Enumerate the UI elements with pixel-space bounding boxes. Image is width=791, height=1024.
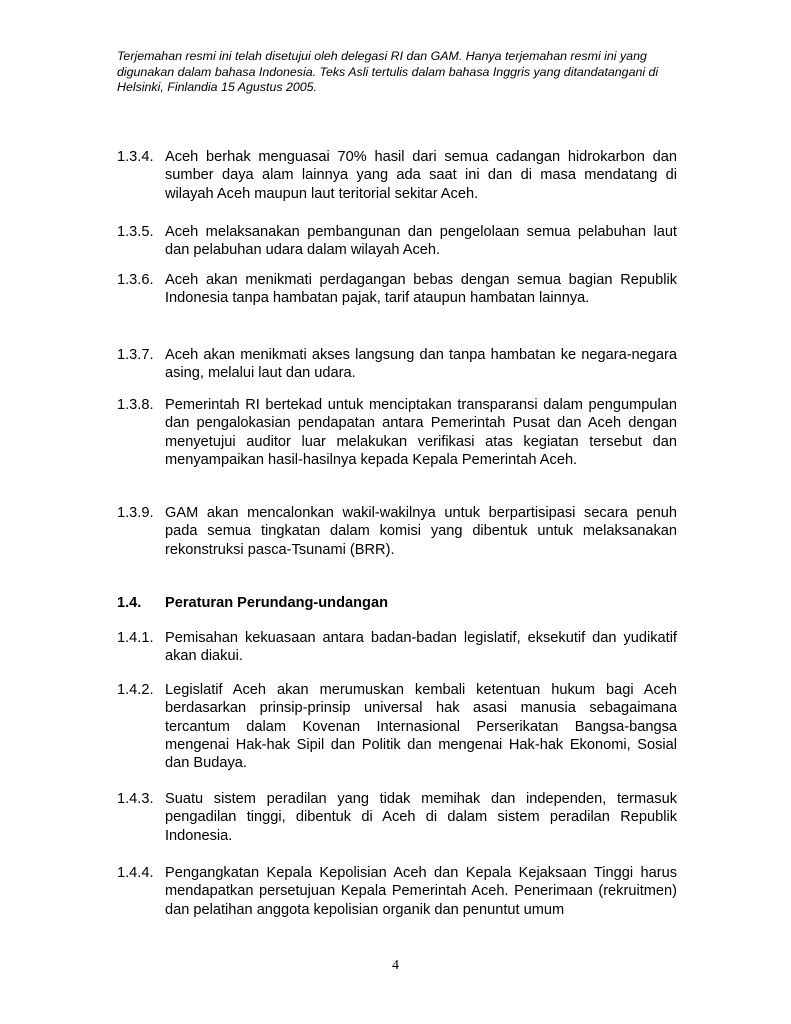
clause-text: Aceh melaksanakan pembangunan dan pengelolaan semua pelabuhan laut dan pelabuhan udara dalam wilayah Aceh. [165,224,677,259]
clause-number: 1.3.4. [117,149,154,165]
page-number: 4 [392,958,399,973]
clause-1-4-1 [117,629,677,666]
clause-text: Aceh berhak menguasai 70% hasil dari semua cadangan hidrokarbon dan sumber daya alam lainnya yang ada saat ini dan di masa mendatang di wilayah Aceh maupun laut teritorial sekitar Aceh. [165,149,677,202]
clause-number: 1.4.4. [117,865,154,881]
clause-text: Suatu sistem peradilan yang tidak memihak dan independen, termasuk pengadilan tinggi, dibentuk di Aceh di dalam sistem peradilan Republik Indonesia. [165,791,677,844]
clause-number: 1.4.1. [117,630,154,646]
clause-text: Aceh akan menikmati perdagangan bebas dengan semua bagian Republik Indonesia tanpa hambatan pajak, tarif ataupun hambatan lainnya. [165,272,677,307]
clause-1-4-3 [117,790,677,845]
clause-number: 1.3.7. [117,347,154,363]
clause-1-3-4 [117,148,677,203]
clause-1-3-5 [117,223,677,260]
clause-1-4-4 [117,864,677,919]
clause-text: GAM akan mencalonkan wakil-wakilnya untuk berpartisipasi secara penuh pada semua tingkatan dalam komisi yang dibentuk untuk melaksanakan rekonstruksi pasca-Tsunami (BRR). [165,505,677,558]
section-heading-1-4 [117,594,388,612]
clause-text: Pemisahan kekuasaan antara badan-badan legislatif, eksekutif dan yudikatif akan diakui. [165,630,677,665]
section-number: 1.4. [117,595,142,611]
clause-number: 1.3.5. [117,224,154,240]
clause-number: 1.4.3. [117,791,154,807]
clause-number: 1.3.6. [117,272,154,288]
clause-1-4-2 [117,681,677,772]
clause-1-3-6 [117,271,677,308]
clause-number: 1.4.2. [117,682,154,698]
clause-text: Legislatif Aceh akan merumuskan kembali ketentuan hukum bagi Aceh berdasarkan prinsip-prinsip universal hak asasi manusia sebagaimana tercantum dalam Kovenan Internasional Perserikatan Bangsa-bangsa mengenai Hak-hak Sipil dan Politik dan mengenai Hak-hak Ekonomi, Sosial dan Budaya. [165,682,677,772]
translation-note: Terjemahan resmi ini telah disetujui oleh delegasi RI dan GAM. Hanya terjemahan resmi ini yang digunakan dalam bahasa Indonesia. Teks Asli tertulis dalam bahasa Inggris yang ditandatangani di Helsinki, Finlandia 15 Agustus 2005. [117,49,659,94]
clause-1-3-7 [117,346,677,383]
clause-1-3-8 [117,396,677,469]
clause-text: Aceh akan menikmati akses langsung dan tanpa hambatan ke negara-negara asing, melalui laut dan udara. [165,347,677,382]
section-title: Peraturan Perundang-undangan [165,595,388,611]
clause-number: 1.3.9. [117,505,154,521]
clause-number: 1.3.8. [117,397,154,413]
clause-1-3-9 [117,504,677,559]
clause-text: Pemerintah RI bertekad untuk menciptakan transparansi dalam pengumpulan dan pengalokasian pendapatan antara Pemerintah Pusat dan Aceh dengan menyetujui auditor luar melakukan verifikasi atas kegiatan tersebut dan menyampaikan hasil-hasilnya kepada Kepala Pemerintah Aceh. [165,397,677,468]
clause-text: Pengangkatan Kepala Kepolisian Aceh dan Kepala Kejaksaan Tinggi harus mendapatkan persetujuan Kepala Pemerintah Aceh. Penerimaan (rekruitmen) dan pelatihan anggota kepolisian organik dan penuntut umum [165,865,677,918]
